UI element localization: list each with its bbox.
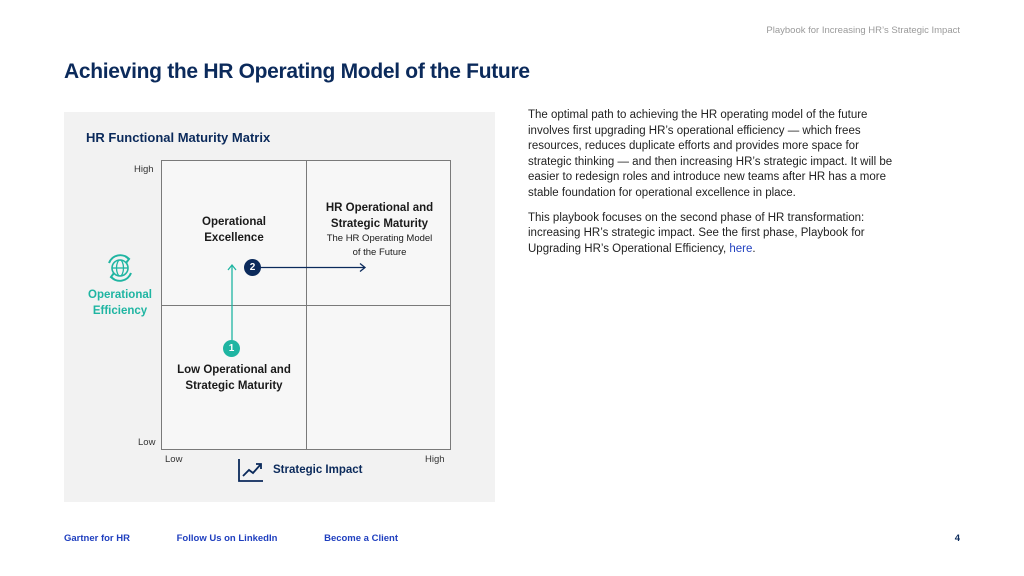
quadrant-sublabel: The HR Operating Model [326, 233, 433, 244]
footer-links [64, 533, 442, 544]
matrix-panel [64, 112, 495, 502]
quadrant-label-line: Strategic Maturity [330, 217, 429, 230]
body-text [528, 108, 898, 266]
y-axis-label-line: Operational [88, 289, 152, 301]
body-paragraph-1: The optimal path to achieving the HR operating model of the future involves first upgrading HR’s operational efficiency — which frees resources, reduces duplicate efforts and provides more space for strategic thinking — and then increasing HR’s strategic impact. It will be easier to redesign roles and introduce new teams after HR has a more stable foundation for operational excellence in place. [528, 109, 893, 199]
body-paragraph-2 [528, 211, 898, 258]
footer-link-become-client[interactable]: Become a Client [324, 533, 398, 544]
trend-up-chart-icon [237, 457, 265, 483]
quadrant-label-line: Strategic Maturity [185, 379, 283, 392]
page-title: Achieving the HR Operating Model of the Future [64, 60, 530, 83]
footer-link-linkedin[interactable]: Follow Us on LinkedIn [176, 533, 278, 544]
here-link[interactable]: here [729, 242, 753, 255]
x-axis-label-text: Strategic Impact [273, 464, 363, 476]
body-paragraph-2-text: This playbook focuses on the second phase of HR transformation: increasing HR’s strategic impact. See the first phase, Playbook for Upgrading HR’s Operational Efficiency, [528, 211, 865, 255]
quadrant-label-line: Low Operational and [177, 364, 291, 376]
step-2-badge: 2 [244, 259, 261, 276]
header-note: Playbook for Increasing HR’s Strategic Impact [766, 25, 960, 36]
globe-cycle-icon [103, 252, 137, 284]
y-axis-label [74, 252, 166, 319]
y-tick-high: High [134, 164, 154, 175]
quadrant-label-line: HR Operational and [325, 202, 434, 214]
x-tick-low: Low [165, 454, 183, 465]
quadrant-sublabel: of the Future [352, 247, 407, 258]
footer-link-gartner-for-hr[interactable]: Gartner for HR [64, 533, 130, 544]
y-axis-label-line: Efficiency [92, 304, 148, 317]
quadrant-label-line: Operational [202, 216, 266, 228]
x-axis-label [237, 457, 362, 483]
link-suffix: . [752, 242, 756, 255]
y-tick-low: Low [138, 437, 156, 448]
matrix-title: HR Functional Maturity Matrix [86, 130, 271, 145]
x-tick-high: High [425, 454, 445, 465]
quadrant-label-line: Excellence [204, 231, 264, 244]
page-number: 4 [954, 533, 960, 544]
step-1-badge: 1 [223, 340, 240, 357]
